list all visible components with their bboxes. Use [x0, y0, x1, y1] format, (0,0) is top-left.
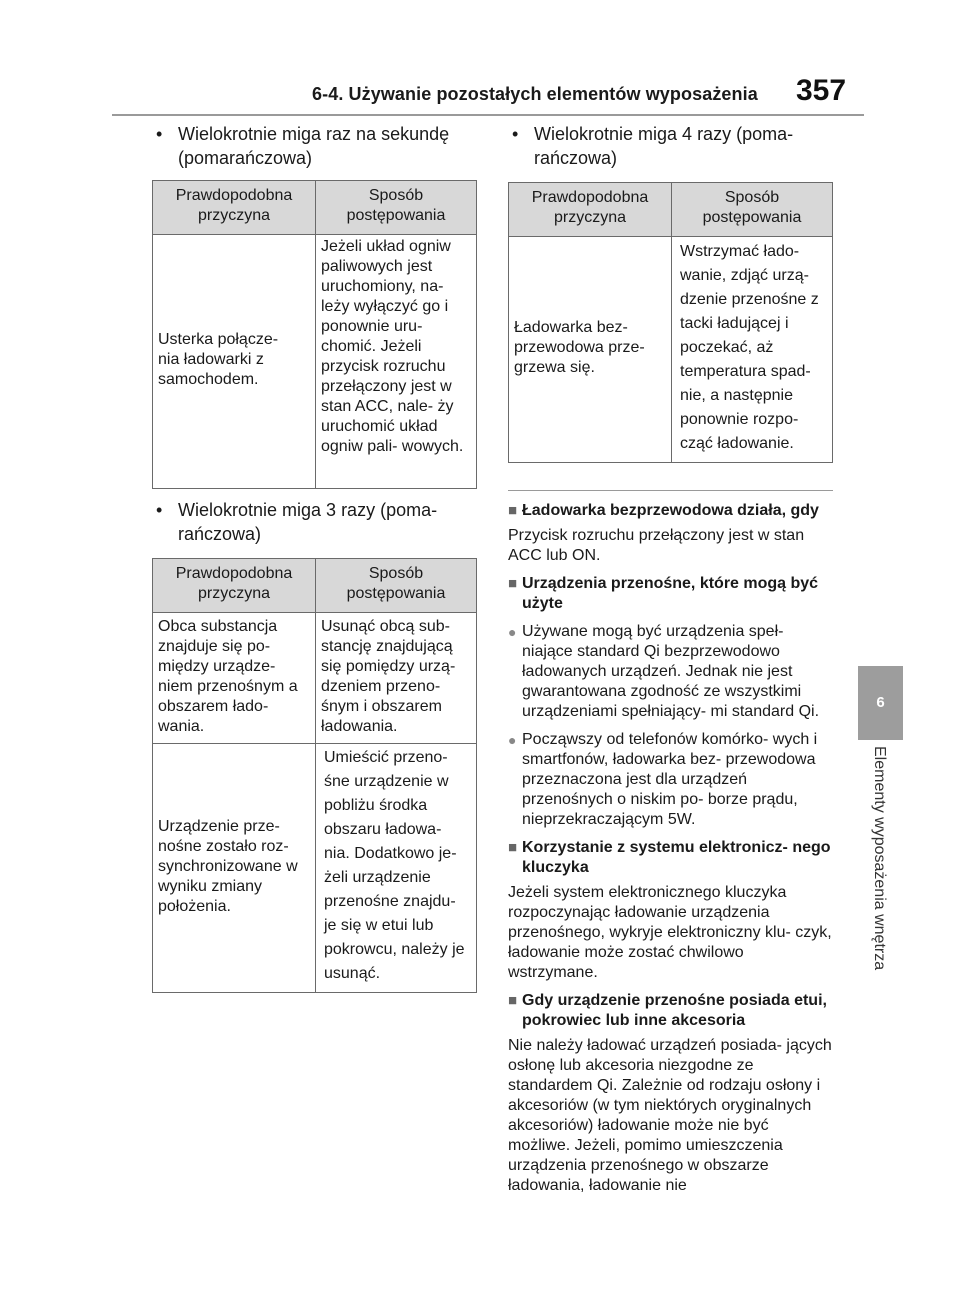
- column-header: Sposób postępowania: [316, 559, 477, 613]
- list-item: [508, 730, 833, 830]
- section-heading-text: Ładowarka bezprzewodowa działa, gdy: [522, 502, 819, 519]
- section-heading: [508, 838, 833, 878]
- column-header: Prawdopodobna przyczyna: [153, 559, 316, 613]
- section-heading-text: Korzystanie z systemu elektronicz- nego kluczyka: [522, 839, 831, 876]
- section-heading-text: Gdy urządzenie przenośne posiada etui, pokrowiec lub inne akcesoria: [522, 992, 827, 1029]
- bullet-dot-icon: •: [156, 500, 163, 520]
- list-item-text: Używane mogą być urządzenia speł- niające standard Qi bezprzewodowo ładowanych urządzeń. Jednak nie jest gwarantowana zgodność ze wszystkimi urządzeniami spełniający- mi standard Qi.: [522, 623, 820, 720]
- table-blink-four: [508, 182, 833, 463]
- bullet-text: Wielokrotnie miga 3 razy (poma- rańczowa): [178, 500, 438, 544]
- bullet-text: Wielokrotnie miga 4 razy (poma- rańczowa): [534, 124, 794, 168]
- square-bullet-icon: ■: [508, 839, 518, 856]
- right-column: [508, 122, 833, 1196]
- table-cell: Obca substancja znajduje się po- między urządze- niem przenośnym a obszarem łado- wania.: [153, 613, 316, 744]
- circle-bullet-icon: ●: [508, 732, 517, 748]
- section-heading: [508, 574, 833, 614]
- paragraph: Przycisk rozruchu przełączony jest w stan ACC lub ON.: [508, 527, 805, 564]
- table-cell: Umieścić przeno- śne urządzenie w pobliżu środka obszaru ładowa- nia. Dodatkowo je- żeli urządzenie przenośne znajdu- je się w etui lub pokrowcu, należy je usunąć.: [316, 744, 477, 993]
- table-cell: Urządzenie prze- nośne zostało roz- synchronizowane w wyniku zmiany położenia.: [153, 744, 316, 993]
- bullet-dot-icon: •: [512, 124, 519, 144]
- bullet-text: Wielokrotnie miga raz na sekundę (pomarańczowa): [178, 124, 450, 168]
- section-heading-text: Urządzenia przenośne, które mogą być użyte: [522, 575, 819, 612]
- column-header: Prawdopodobna przyczyna: [509, 183, 672, 237]
- paragraph: Nie należy ładować urządzeń posiada- jących osłonę lub akcesoria niezgodne ze standardem Qi. Zależnie od rodzaju osłony i akcesoriów (w tym niektórych oryginalnych akcesoriów) ładowanie może nie być możliwe. Jeżeli, pomimo umieszczenia urządzenia przenośnego w obszarze ładowania, ładowanie nie: [508, 1037, 832, 1194]
- section-heading: [508, 991, 833, 1031]
- table-cell: Jeżeli układ ogniw paliwowych jest uruchomiony, na- leży wyłączyć go i ponownie uru- chomić. Jeżeli przycisk rozruchu przełączony jest w stan ACC, nale- ży uruchomić układ ogniw pali- wowych.: [316, 235, 477, 489]
- table-blink-three: [152, 558, 477, 993]
- square-bullet-icon: ■: [508, 502, 518, 519]
- table-row: [153, 744, 477, 993]
- bullet-item: [510, 122, 833, 170]
- list-item-text: Począwszy od telefonów komórko- wych i smartfonów, ładowarka bez- przewodowa przeznaczona jest dla urządzeń przenośnych o niskim po- borze prądu, nieprzekraczającym 5W.: [522, 731, 818, 828]
- circle-bullet-icon: ●: [508, 624, 517, 640]
- section-divider: [508, 490, 833, 491]
- table-blink-once: [152, 180, 477, 489]
- square-bullet-icon: ■: [508, 575, 518, 592]
- table-cell: Usterka połącze- nia ładowarki z samochodem.: [153, 235, 316, 489]
- square-bullet-icon: ■: [508, 992, 518, 1009]
- column-header: Sposób postępowania: [672, 183, 833, 237]
- paragraph: Jeżeli system elektronicznego kluczyka rozpoczynając ładowanie urządzenia przenośnego, wykryje elektroniczny klu- czyk, ładowanie może zostać chwilowo wstrzymane.: [508, 884, 832, 981]
- left-column: [152, 122, 477, 993]
- table-cell: Usunąć obcą sub- stancję znajdującą się pomiędzy urzą- dzeniem przeno- śnym i obszarem ładowania.: [316, 613, 477, 744]
- table-row: [153, 235, 477, 489]
- list-item: [508, 622, 833, 722]
- header-divider: [112, 114, 864, 116]
- table-cell: Wstrzymać łado- wanie, zdjąć urzą- dzenie przenośne z tacki ładującej i poczekać, aż temperatura spad- nie, a następnie ponownie rozpo- cząć ładowanie.: [672, 237, 833, 463]
- chapter-label: Elementy wyposażenia wnętrza: [871, 746, 888, 971]
- bullet-dot-icon: •: [156, 124, 163, 144]
- chapter-tab[interactable]: 6: [858, 666, 903, 740]
- page-number: 357: [796, 74, 847, 107]
- section-heading: [508, 501, 833, 521]
- table-cell: Ładowarka bez- przewodowa prze- grzewa się.: [509, 237, 672, 463]
- bullet-item: [154, 498, 477, 546]
- table-row: [153, 613, 477, 744]
- column-header: Sposób postępowania: [316, 181, 477, 235]
- bullet-item: [154, 122, 477, 170]
- column-header: Prawdopodobna przyczyna: [153, 181, 316, 235]
- page-header-title: 6-4. Używanie pozostałych elementów wyposażenia: [312, 84, 758, 104]
- table-row: [509, 237, 833, 463]
